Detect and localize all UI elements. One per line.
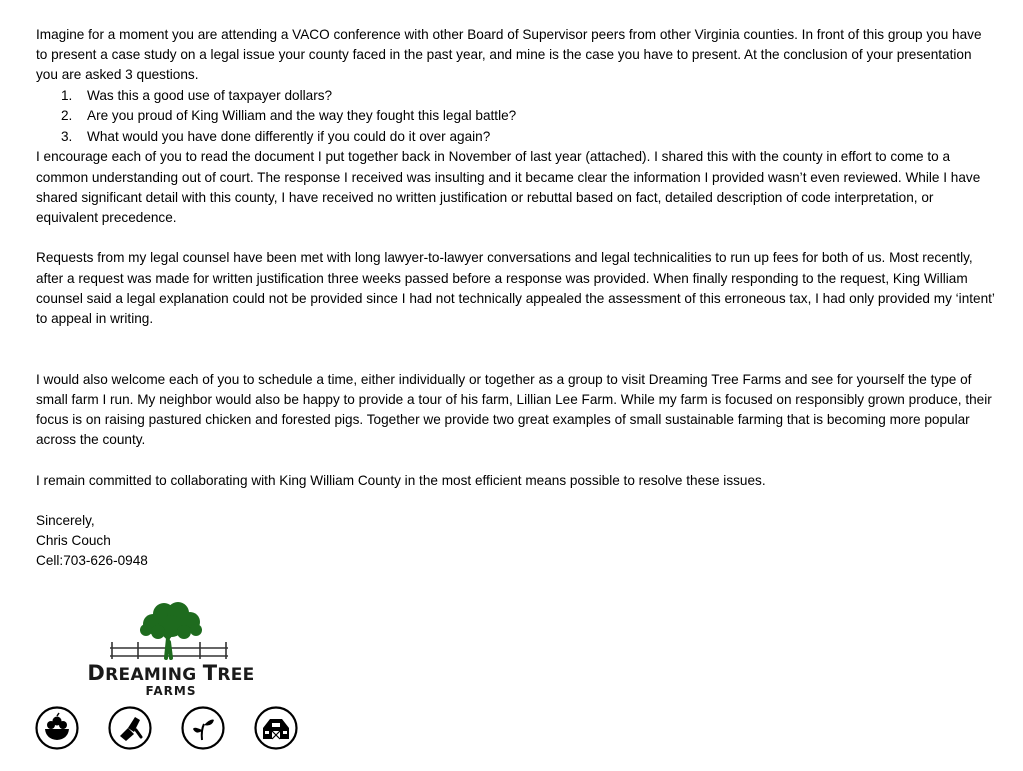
question-text: Are you proud of King William and the way they fought this legal battle? [87, 108, 517, 124]
letter-body [36, 25, 996, 572]
tree-fence-icon [108, 602, 234, 660]
question-number: 1. [61, 87, 73, 103]
question-number: 3. [61, 128, 73, 144]
logo-letter: D [87, 661, 106, 685]
question-text: What would you have done differently if you could do it over again? [87, 128, 491, 144]
paragraph-spacer [36, 491, 996, 511]
question-list [36, 86, 996, 148]
question-text: Was this a good use of taxpayer dollars? [87, 87, 333, 103]
dreaming-tree-farms-logo [86, 602, 256, 700]
document-paragraph: I encourage each of you to read the document I put together back in November of last year (attached). I shared this with the county in effort to come to a common understanding out of court. The response I received was insulting and it became clear the information I provided wasn’t even reviewed. While I have shared significant detail with this county, I have received no written justification or rebuttal based on fact, detailed description of code interpretation, or equivalent precedence. [36, 149, 981, 225]
visit-paragraph: I would also welcome each of you to schedule a time, either individually or together as a group to visit Dreaming Tree Farms and see for yourself the type of small farm I run. My neighbor would also be happy to provide a tour of his farm, Lillian Lee Farm. While my farm is focused on responsibly grown produce, their focus is on raising pastured chicken and forested pigs. Together we provide two great examples of small sustainable farming that is becoming more popular across the county. [36, 371, 992, 448]
harvest-hand-icon [108, 706, 152, 750]
paragraph-spacer [36, 450, 996, 470]
question-item [36, 86, 996, 107]
produce-bowl-icon [35, 706, 79, 750]
paragraph-spacer [36, 228, 996, 248]
signer-name: Chris Couch [36, 533, 111, 549]
question-number: 2. [61, 108, 73, 124]
logo-letter: T [202, 661, 218, 685]
logo-letters: REE [217, 665, 255, 685]
logo-subtitle: FARMS [145, 684, 197, 698]
logo-letters: REAMING [105, 665, 203, 685]
barn-icon [254, 706, 298, 750]
sprout-icon [181, 706, 225, 750]
signer-phone: Cell:703-626-0948 [36, 553, 148, 569]
counsel-paragraph: Requests from my legal counsel have been met with long lawyer-to-lawyer conversations and legal technicalities to run up fees for both of us. Most recently, after a request was made for written justification three weeks passed before a response was provided. When finally responding to the request, King William counsel said a legal explanation could not be provided since I had not technically appealed the assessment of this erroneous tax, I had only provided my ‘intent’ to appeal in writing. [36, 250, 995, 326]
intro-paragraph: Imagine for a moment you are attending a VACO conference with other Board of Supervisor peers from other Virginia counties. In front of this group you have to present a case study on a legal issue your county faced in the past year, and mine is the case you have to present. At the conclusion of your presentation you are asked 3 questions. [36, 27, 982, 83]
paragraph-spacer [36, 329, 996, 369]
closing-line: Sincerely, [36, 512, 95, 528]
question-item [36, 106, 996, 127]
question-item [36, 127, 996, 148]
commitment-paragraph: I remain committed to collaborating with King William County in the most efficient means possible to resolve these issues. [36, 472, 766, 488]
